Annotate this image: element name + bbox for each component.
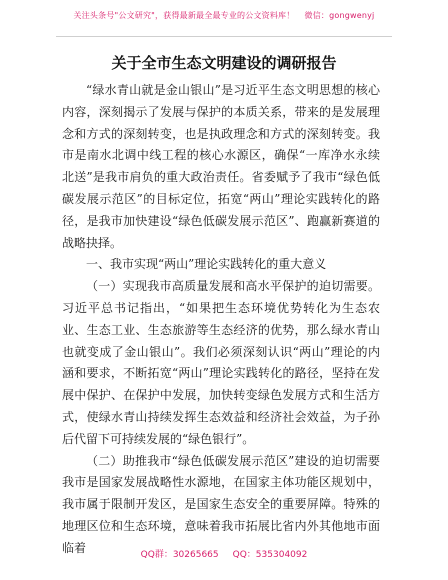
header-banner-wechat: 微信：gongwenyj [304, 11, 375, 20]
header-banner-promo: 关注头条号"公文研究"，获得最新最全最专业的公文资料库！ [73, 11, 295, 20]
footer-qq: QQ：535304092 [232, 550, 308, 560]
body-paragraph-point-1: （一）实现我市高质量发展和高水平保护的迫切需要。习近平总书记指出，“如果把生态环境优势转化为生态农业、生态工业、生态旅游等生态经济的优势，那么绿水青山也就变成了金山银山”。我们必须深刻认识“两山”理论的内涵和要求，不断拓宽“两山”理论实践转化的路径，坚持在发展中保护、在保护中发展，加快转变绿色发展方式和生活方式，使绿水青山持续发挥生态效益和经济社会效益，为子孙后代留下可持续发展的“绿色银行”。 [62, 279, 380, 446]
section-heading-1: 一、我市实现“两山”理论实践转化的重大意义 [86, 257, 327, 272]
document-body [62, 80, 380, 560]
body-paragraph-point-2: （二）助推我市“绿色低碳发展示范区”建设的迫切需要我市是国家发展战略性水源地，在国家主体功能区规划中，我市属于限制开发区，是国家生态安全的重要屏障。特殊的地理区位和生态环境，意味着我市拓展比省内外其他地市面临着 [62, 453, 380, 555]
body-paragraph-intro: “绿水青山就是金山银山”是习近平生态文明思想的核心内容，深刻揭示了发展与保护的本质关系，带来的是发展理念和方式的深刻转变，也是执政理念和方式的深刻转变。我市是南水北调中线工程的核心水源区，确保“一库净水永续北送”是我市肩负的重大政治责任。省委赋予了我市“绿色低碳发展示范区”的目标定位，拓宽“两山”理论实践转化的路径，是我市加快建设“绿色低碳发展示范区”、跑赢新赛道的战略抉择。 [62, 83, 380, 250]
footer-qq-group: QQ群：30265665 [140, 550, 219, 560]
header-banner [0, 10, 448, 21]
document-title: 关于全市生态文明建设的调研报告 [111, 54, 337, 72]
footer-contact [0, 547, 448, 560]
header-divider [56, 36, 392, 37]
